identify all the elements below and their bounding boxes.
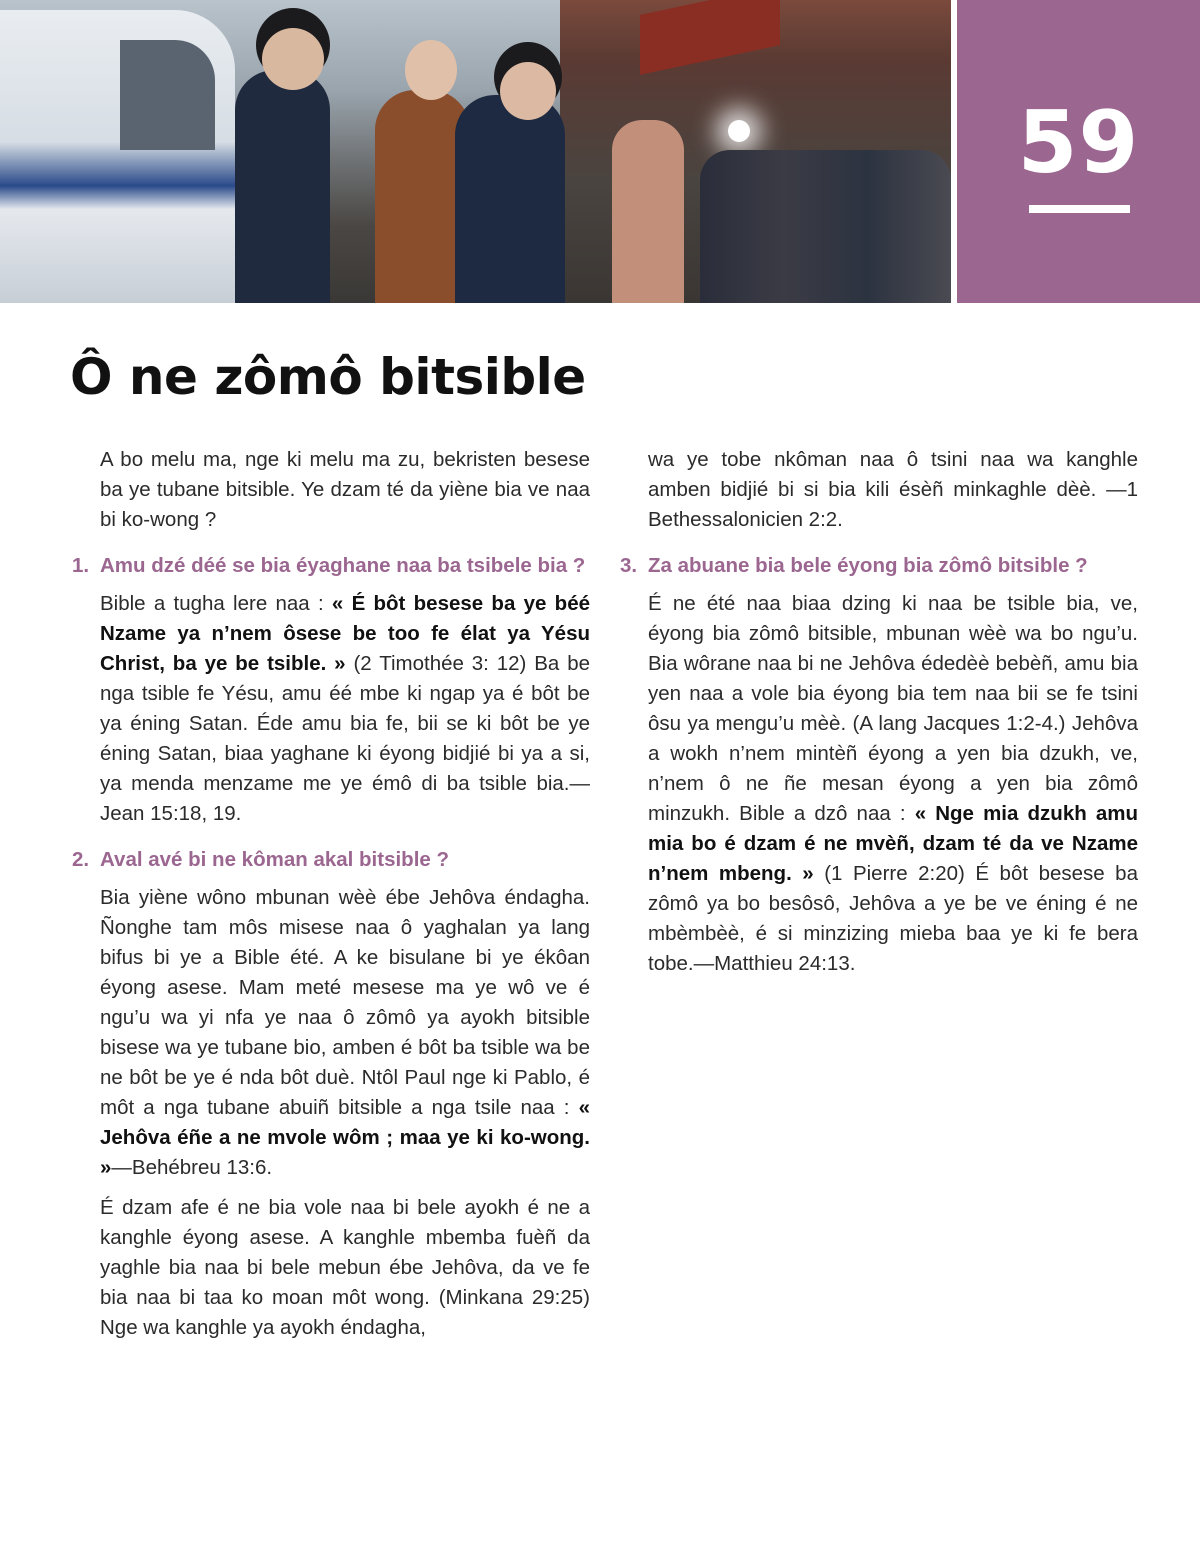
crowd-group xyxy=(700,150,951,303)
question-3-text: Za abuane bia bele éyong bia zômô bitsible ? xyxy=(648,554,1088,577)
answer-2-post: —Behébreu 13:6. xyxy=(111,1156,273,1179)
question-2-number: 2. xyxy=(72,848,90,871)
lesson-number: 59 xyxy=(1017,93,1140,193)
question-2-text: Aval avé bi ne kôman akal bitsible ? xyxy=(100,848,450,871)
officer-left-head xyxy=(262,28,324,90)
question-3 xyxy=(620,551,1138,581)
lesson-number-underline xyxy=(1029,205,1130,213)
answer-1-quote: « É bôt besese ba ye béé Nzame ya n’nem ôsese be too fe élat ya Yésu Christ, ba ye be tsible. » xyxy=(100,592,590,675)
answer-2-quote: « Jehôva éñe a ne mvole wôm ; maa ye ki ko-wong. » xyxy=(100,1096,590,1179)
van-window xyxy=(120,40,215,150)
answer-3-quote: « Nge mia dzukh amu mia bo é dzam é ne mvèñ, dzam té da ve Nzame n’nem mbeng. » xyxy=(648,802,1139,885)
answer-3-post: (1 Pierre 2:20) É bôt besese ba zômô ya bo besôsô, Jehôva a ye be ve éning é ne mbèmbèè, é si minzizing mieba baa ye ki fe bera tobe.—Matthieu 24:13. xyxy=(648,862,1138,975)
officer-left xyxy=(235,70,330,303)
right-column xyxy=(620,445,1138,989)
question-3-number: 3. xyxy=(620,554,638,577)
question-2 xyxy=(72,845,590,875)
answer-1-post: (2 Timothée 3: 12) Ba be nga tsible fe Yésu, amu éé mbe ki ngap ya é bôt be ya éning Satan. Éde amu bia fe, bii se ki bôt be ye éning Satan, biaa yaghane ki éyong bidjié bi ya a si, ya menda menzame me ye émô di ba tsible bia.—Jean 15:18, 19. xyxy=(100,652,590,825)
officer-right-head xyxy=(500,62,556,120)
header-photo xyxy=(0,0,951,303)
answer-1-paragraph xyxy=(100,589,590,829)
reporter xyxy=(612,120,684,303)
lesson-badge xyxy=(957,0,1200,303)
answer-2-second-paragraph: É dzam afe é ne bia vole naa bi bele ayokh é ne a kanghle éyong asese. A kanghle mbemba fuèñ da yaghle bia naa bi bele mebun ébe Jehôva, da ve fe bia naa bi taa ko moan môt wong. (Minkana 29:25) Nge wa kanghle ya ayokh éndagha, xyxy=(100,1196,590,1339)
answer-3-paragraph xyxy=(648,589,1138,979)
answer-2-paragraph xyxy=(100,883,590,1183)
left-column xyxy=(72,445,590,1353)
answer-3-pre: É ne été naa biaa dzing ki naa be tsible bia, ve, éyong bia zômô bitsible, mbunan wèè wa bo ngu’u. Bia wôrane naa bi ne Jehôva édedèè bebèñ, amu bia yen naa a vole bia éyong bia tem naa bii se fe tsini ôsu ya mengu’u mèè. (A lang Jacques 1:2-4.) Jehôva a wokh n’nem mintèñ éyong a yen bia dzukh, ve, n’nem ô ne ñe mesan éyong a yen bia zômô minzukh. Bible a dzô naa : xyxy=(648,592,1138,825)
answer-2-continued: wa ye tobe nkôman naa ô tsini naa wa kanghle amben bidjié bi si bia kili ésèñ minkaghle dèè. —1 Bethessalonicien 2:2. xyxy=(648,448,1138,531)
camera-flash xyxy=(728,120,750,142)
answer-2-pre: Bia yiène wôno mbunan wèè ébe Jehôva éndagha. Ñonghe tam môs misese naa ô yaghalan ya lang bifus bi ye a Bible été. A ke bisulane bi ye ékôan éyong asese. Mam meté mesese ma ye wô ve é ngu’u wa yi nfa ye naa ô zômô ya ayokh bitsible bisese wa ye tubane bio, amben é bôt ba tsible wa be ne bôt be ye é nda bôt duè. Ntôl Paul nge ki Pablo, é môt a nga tubane abuiñ bitsible a nga tsile naa : xyxy=(100,886,590,1119)
intro-paragraph: A bo melu ma, nge ki melu ma zu, bekristen besese ba ye tubane bitsible. Ye dzam té da yiène bia ve naa bi ko-wong ? xyxy=(100,448,590,531)
question-1 xyxy=(72,551,590,581)
answer-1-pre: Bible a tugha lere naa : xyxy=(100,592,332,615)
detained-man-head xyxy=(405,40,457,100)
question-1-text: Amu dzé déé se bia éyaghane naa ba tsibele bia ? xyxy=(100,554,586,577)
officer-right xyxy=(455,95,565,303)
page-title: Ô ne zômô bitsible xyxy=(70,348,586,406)
question-1-number: 1. xyxy=(72,554,90,577)
